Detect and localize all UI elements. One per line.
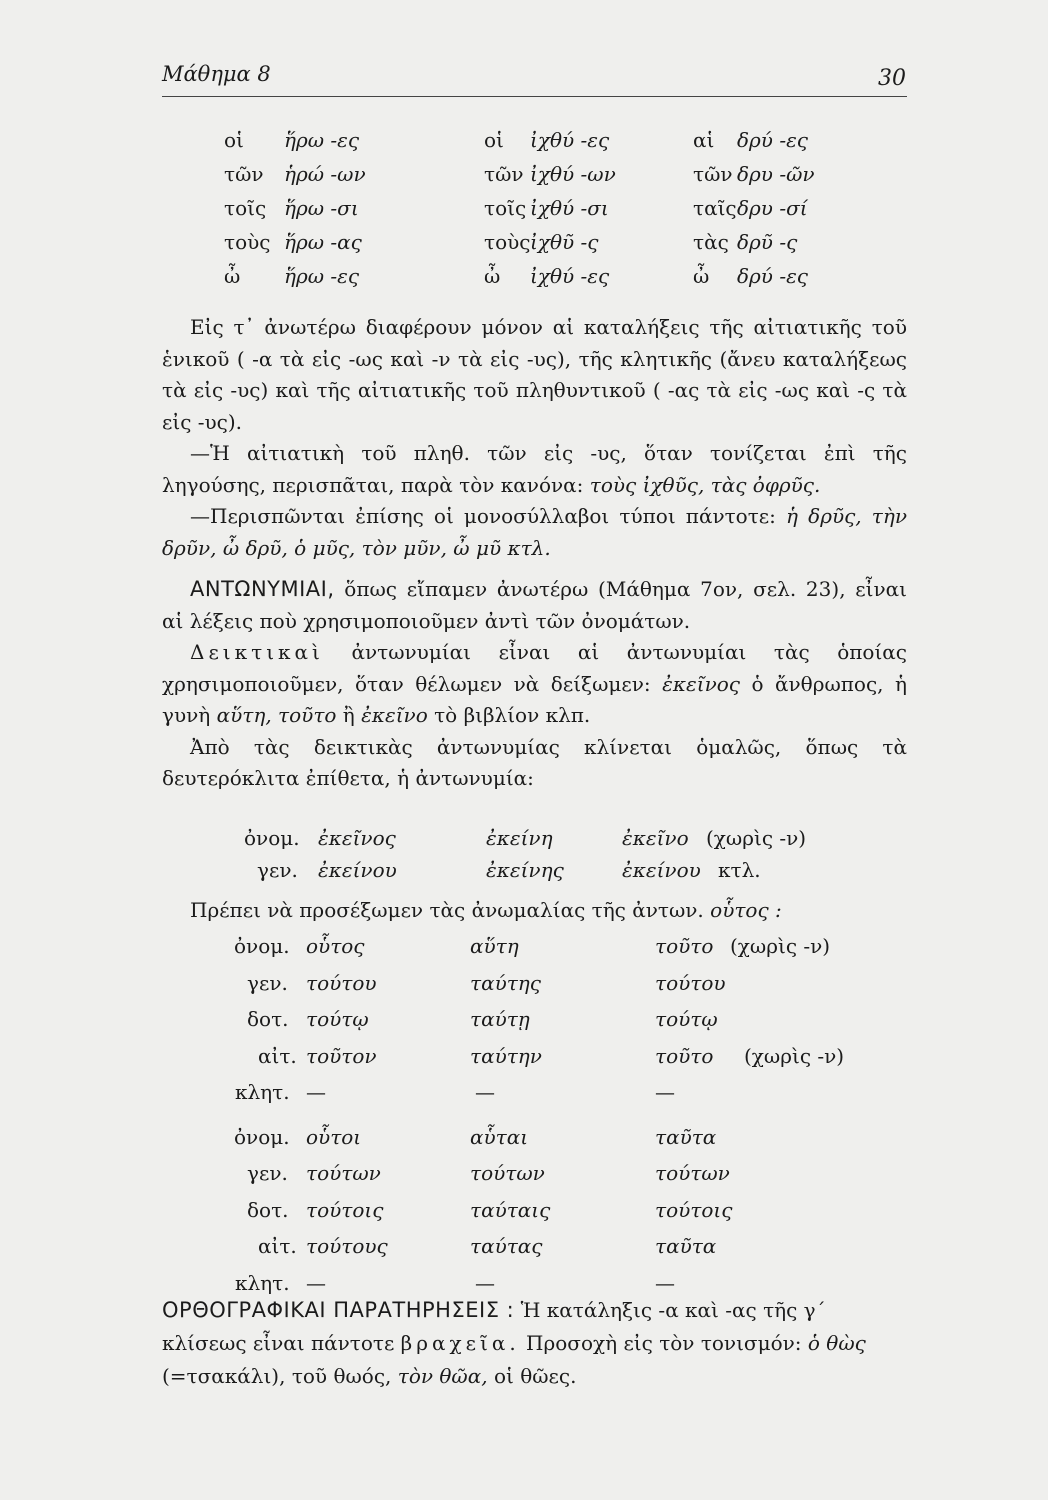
word-form: ἥρω -σι (284, 196, 359, 220)
neuter-form: τούτῳ (655, 1007, 718, 1031)
paragraph-text: ὁ ἄνθρωπος, ἡ γυνὴ (162, 671, 907, 727)
table-row (0, 1080, 1048, 1117)
case-label: αἰτ. (258, 1234, 297, 1258)
table-row (0, 1198, 1048, 1235)
table-row (0, 1161, 1048, 1198)
neuter-form: ταῦτα (655, 1124, 717, 1149)
neuter-form: τούτων (655, 1161, 730, 1185)
neuter-form: τοῦτο (655, 934, 714, 958)
word-form: ἡρώ -ων (284, 162, 366, 186)
case-label: δοτ. (247, 1197, 289, 1222)
case-label: κλητ. (235, 1080, 290, 1104)
spaced-term: βραχεῖα. (400, 1331, 520, 1355)
table-row (0, 1125, 1048, 1162)
paragraph-text: —Ἡ αἰτιατικὴ τοῦ πληθ. τῶν εἰς -υς, ὅταν τονίζεται ἐπὶ τῆς ληγούσης, περισπᾶται, παρὰ τὸν κανόνα: (162, 441, 907, 497)
paragraph-text: Προσοχὴ εἰς τὸν τονισμόν: (526, 1331, 802, 1355)
word-form: δρυ -σί (737, 196, 808, 220)
word-form: ἰχθύ -ες (530, 264, 610, 288)
note: (χωρὶς -ν) (744, 1043, 845, 1068)
masculine-form: οὗτος (306, 934, 365, 958)
masculine-form: τοῦτον (306, 1043, 377, 1068)
article: ὦ (693, 264, 710, 288)
masculine-form: — (306, 1080, 326, 1104)
paragraph: Εἰς τ᾿ ἀνωτέρω διαφέρουν μόνον αἱ καταλήξεις τῆς αἰτιατικῆς τοῦ ἑνικοῦ ( -α τὰ εἰς -ως καὶ -ν τὰ εἰς -υς), τῆς κλητικῆς (ἄνευ καταλήξεως τὰ εἰς -υς) καὶ τῆς αἰτιατικῆς τοῦ πληθυντικοῦ ( -ας τὰ εἰς -ως καὶ -ς τὰ εἰς -υς). (162, 315, 907, 434)
table-row (0, 971, 1048, 1008)
neuter-form: — (655, 1080, 675, 1104)
example-text: ἡ δρῦς, τὴν δρῦν, ὦ δρῦ, ὁ μῦς, τὸν μῦν, ὦ μῦ κτλ. (162, 504, 908, 560)
anomaly-line (162, 895, 907, 927)
ekeinos-table (0, 826, 1048, 889)
section-heading: ΟΡΘΟΓΡΑΦΙΚΑΙ ΠΑΡΑΤΗΡΗΣΕΙΣ : (162, 1298, 515, 1322)
paragraph-text: ὅπως εἴπαμεν ἀνωτέρω (Μάθημα 7ον, σελ. 23), εἶναι αἱ λέξεις ποὺ χρησιμοποιοῦμεν ἀντὶ τῶν ὀνομάτων. (162, 577, 907, 633)
houtos-table (0, 934, 1048, 1307)
feminine-form: — (475, 1270, 495, 1295)
table-row (0, 230, 1048, 264)
case-label: ὀνομ. (244, 826, 300, 850)
article: οἱ (224, 128, 244, 152)
paragraph-text: —Περισπῶνται ἐπίσης οἱ μονοσύλλαβοι τύποι πάντοτε: (190, 504, 776, 528)
feminine-form: αὗται (470, 1124, 529, 1149)
article: ὦ (484, 264, 501, 288)
paragraph-text: ἀντωνυμίαι εἶναι αἱ ἀντωνυμίαι τὰς ὁποίας χρησιμοποιοῦμεν, ὅταν θέλωμεν νὰ δείξωμεν: (162, 640, 907, 696)
feminine-form: ταύτης (470, 970, 541, 995)
declension-table (0, 128, 1048, 298)
feminine-form: τούτων (470, 1161, 545, 1185)
case-label: κλητ. (235, 1270, 290, 1295)
word-form: ἥρω -ας (284, 230, 362, 254)
paragraph-text: Πρέπει νὰ προσέξωμεν τὰς ἀνωμαλίας τῆς ἀντων. (190, 898, 704, 922)
table-row (0, 1044, 1048, 1081)
article: τοὺς (224, 230, 271, 254)
feminine-form: ταύταις (470, 1197, 551, 1222)
example-text: ἐκεῖνο (361, 703, 428, 727)
word-form: ἰχθῦ -ς (530, 230, 599, 254)
feminine-form: — (475, 1080, 495, 1104)
table-row (0, 858, 1048, 890)
section-heading: ΑΝΤΩΝΥΜΙΑΙ, (190, 577, 335, 601)
orthography-section (162, 1294, 907, 1393)
running-title: Μάθημα 8 (162, 62, 271, 86)
example-text: αὕτη, τοῦτο (216, 703, 337, 727)
note: κτλ. (718, 857, 761, 882)
paragraph-text: (=τσακάλι), τοῦ θωός, (162, 1364, 392, 1388)
case-label: γεν. (257, 857, 298, 882)
table-row (0, 1007, 1048, 1044)
example-text: τοὺς ἰχθῦς, τὰς ὀφρῦς. (589, 472, 821, 497)
page-number: 30 (878, 66, 906, 91)
word-form: ἰχθύ -ες (530, 128, 610, 152)
masculine-form: τούτους (306, 1234, 388, 1258)
body-text (162, 312, 907, 795)
paragraph (162, 574, 907, 637)
table-row (0, 826, 1048, 858)
paragraph: Ἀπὸ τὰς δεικτικὰς ἀντωνυμίας κλίνεται ὁμαλῶς, ὅπως τὰ δευτερόκλιτα ἐπίθετα, ἡ ἀντωνυμία: (162, 734, 907, 790)
word-form: ἰχθύ -σι (530, 196, 609, 220)
word-form: δρυ -ῶν (737, 162, 815, 186)
spaced-term: Δεικτικαὶ (190, 640, 324, 664)
paragraph (162, 637, 907, 732)
word-form: ἥρω -ες (284, 128, 360, 152)
paragraph-text: ἢ (342, 703, 355, 727)
table-row (0, 162, 1048, 196)
masculine-form: ἐκείνου (318, 857, 397, 882)
example-text: ὁ θὼς (807, 1331, 866, 1355)
word-form: δρύ -ες (737, 128, 809, 152)
masculine-form: τούτου (306, 970, 377, 995)
word-form: δρῦ -ς (737, 230, 798, 254)
header-rule (162, 96, 907, 97)
article: ὦ (224, 264, 241, 288)
masculine-form: τούτῳ (306, 1007, 369, 1031)
masculine-form: — (306, 1270, 326, 1295)
example-text: οὗτος : (710, 898, 782, 922)
case-label: αἰτ. (258, 1043, 297, 1068)
neuter-form: τούτου (655, 970, 726, 995)
article: αἱ (693, 128, 715, 152)
article: τῶν (693, 162, 733, 186)
masculine-form: οὗτοι (306, 1124, 362, 1149)
table-row (0, 934, 1048, 971)
neuter-form: ἐκεῖνο (622, 826, 689, 850)
paragraph-text: Ἡ κατάληξις -α καὶ -ας τῆς γ´ κλίσεως εἶναι πάντοτε (162, 1298, 826, 1355)
neuter-form: τοῦτο (655, 1043, 714, 1068)
table-row (0, 1234, 1048, 1271)
article: τοῖς (224, 196, 267, 220)
example-text: τὸν θῶα, (397, 1364, 488, 1388)
neuter-form: — (655, 1270, 675, 1295)
case-label: δοτ. (247, 1007, 289, 1031)
table-row (0, 264, 1048, 298)
paragraph (162, 438, 907, 501)
neuter-form: ἐκείνου (622, 857, 701, 882)
word-form: δρύ -ες (737, 264, 809, 288)
article: τῶν (484, 162, 524, 186)
word-form: ἥρω -ες (284, 264, 360, 288)
masculine-form: τούτοις (306, 1197, 384, 1222)
feminine-form: ἐκείνη (486, 826, 553, 850)
article: ταῖς (693, 196, 737, 220)
note: (χωρὶς -ν) (706, 826, 807, 850)
note: (χωρὶς -ν) (730, 934, 831, 958)
paragraph-text: οἱ θῶες. (493, 1364, 577, 1388)
example-text: ἐκεῖνος (662, 671, 740, 696)
masculine-form: τούτων (306, 1161, 381, 1185)
article: οἱ (484, 128, 504, 152)
table-row (0, 196, 1048, 230)
neuter-form: ταῦτα (655, 1234, 717, 1258)
feminine-form: ταύτην (470, 1043, 542, 1068)
paragraph (162, 501, 907, 564)
table-row (0, 128, 1048, 162)
article: τοῖς (484, 196, 527, 220)
case-label: ὀνομ. (234, 934, 290, 958)
case-label: γεν. (247, 1161, 288, 1185)
feminine-form: ταύτας (470, 1234, 543, 1258)
article: τῶν (224, 162, 264, 186)
case-label: γεν. (247, 970, 288, 995)
feminine-form: ἐκείνης (486, 857, 564, 882)
article: τοὺς (484, 230, 531, 254)
neuter-form: τούτοις (655, 1197, 733, 1222)
masculine-form: ἐκεῖνος (318, 826, 396, 850)
article: τὰς (693, 230, 729, 254)
paragraph-text: τὸ βιβλίον κλπ. (434, 703, 591, 727)
case-label: ὀνομ. (234, 1124, 290, 1149)
feminine-form: ταύτῃ (470, 1007, 530, 1031)
word-form: ἰχθύ -ων (530, 162, 616, 186)
feminine-form: αὕτη (470, 934, 519, 958)
